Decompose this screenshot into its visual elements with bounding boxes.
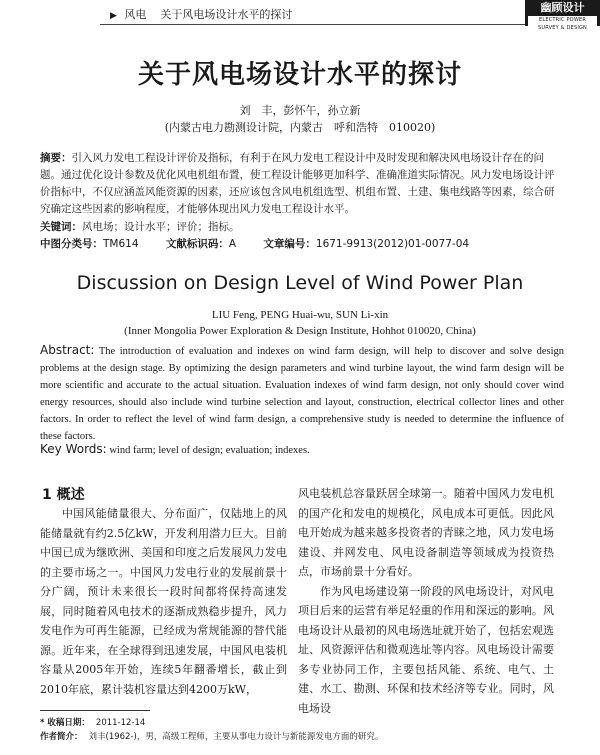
article-no-label: 文章编号： [263, 238, 316, 250]
section-heading: 1 概述 [42, 487, 85, 503]
doc-code-value: A [228, 238, 237, 250]
author-bio-label: 作者简介： [40, 732, 83, 742]
footnote-rule [40, 710, 150, 711]
body-column-left [40, 504, 287, 699]
keywords-text-en: wind farm; level of design; evaluation; indexes. [109, 445, 310, 456]
footnote-received [40, 716, 145, 728]
affiliation-en: (Inner Mongolia Power Exploration & Design Institute, Hohhot 010020, China) [124, 325, 476, 337]
classification-line [40, 236, 564, 251]
clc-label: 中图分类号： [40, 238, 103, 250]
abstract-cn [40, 150, 564, 218]
header-running-title: 关于风电场设计水平的探讨 [160, 8, 293, 21]
article-no-value: 1671-9913(2012)01-0077-04 [315, 238, 470, 250]
article-title-cn: 关于风电场设计水平的探讨 [137, 60, 462, 90]
article-title-en: Discussion on Design Level of Wind Power Plan [76, 272, 524, 294]
triangle-icon: ▶ [110, 11, 117, 21]
keywords-cn [40, 219, 564, 234]
received-date: 2011-12-14 [95, 718, 146, 728]
abstract-label-cn: 摘要： [40, 152, 72, 164]
authors-en: LIU Feng, PENG Huai-wu, SUN Li-xin [211, 309, 389, 321]
journal-name-en: ELECTRIC POWER SURVEY & DESIGN [528, 16, 597, 32]
keywords-label-cn: 关键词： [40, 221, 82, 233]
header-section: 风电 [124, 8, 147, 21]
body-paragraph: 风电装机总容量跃居全球第一。随着中国风力发电机的国产化和发电的规模化，风电成本可更低。因此风电开始成为越来越多投资者的青睐之地，风力发电场建设、并网发电、风电设备制造等领域成为投资热点，市场前景十分看好。 [298, 487, 554, 578]
doc-code-label: 文献标识码： [165, 238, 229, 250]
keywords-en [40, 442, 564, 456]
journal-logo [525, 0, 600, 31]
author-bio-text: 刘丰(1962-)，男，高级工程师，主要从事电力设计与新能源发电方面的研究。 [88, 732, 384, 742]
footnote-author [40, 730, 383, 742]
received-label: * 收稿日期： [40, 718, 90, 728]
body-column-right [298, 484, 554, 718]
abstract-label-en: Abstract: [40, 343, 95, 357]
journal-name-cn: 幽顾设计 [540, 1, 585, 14]
abstract-text-cn: 引入风力发电工程设计评价及指标，有利于在风力发电工程设计中及时发现和解决风电场设计存在的问题。通过优化设计参数及优化风电机组布置，使工程设计能够更加科学、准确准道实际情况。风力发电场设计评价指标中，不仅应涵盖风能资源的因素，还应该包含风电机组选型、机组布置、土建、集电线路等因素，综合研究确定这些因素的影响程度，才能够体现出风力发电工程设计水平。 [40, 152, 555, 215]
body-paragraph: 作为风电场建设第一阶段的风电场设计，对风电项目后来的运营有举足轻重的作用和深远的影响。风电场设计从最初的风电场选址就开始了，包括宏观选址、风资源评估和微观选址等内容。风电场设计需要多专业协同工作，主要包括风能、系统、电气、土建、水工、勘测、环保和技术经济等专业。同时，风电场设 [298, 584, 554, 715]
header-rule [100, 24, 525, 25]
abstract-text-en: The introduction of evaluation and indexes on wind farm design, will help to discover and solve design problems at the design stage. By optimizing the design parameters and wind turbine layout, the wind farm design will be more scientific and accurate to the actual situation. Evaluation indexes of wind farm design, not only should cover wind energy resources, should also include wind turbine selection and layout, construction, electrical collector lines and other factors. In order to reflect the level of wind farm design, a comprehensive study is needed to determine the influence of these factors. [40, 346, 564, 442]
abstract-en [40, 342, 564, 445]
body-paragraph: 中国风能储量很大、分布面广，仅陆地上的风能储量就有约2.5亿kW，开发利用潜力巨大。目前中国已成为继欧洲、美国和印度之后发展风力发电的主要市场之一。中国风力发电行业的发展前景十分广阔，预计未来很长一段时间都将保持高速发展，同时随着风电技术的逐渐成熟稳步提升，风力发电作为可再生能源，已经成为常规能源的替代能源。近年来，在全球得到迅速发展，中国风电装机容量从2005年开始，连续5年翻番增长，截止到2010年底，累计装机容量达到4200万kW， [40, 507, 287, 696]
affiliation-cn: (内蒙古电力勘测设计院，内蒙古 呼和浩特 010020) [164, 121, 436, 134]
keywords-label-en: Key Words: [40, 442, 107, 456]
running-header [110, 6, 292, 22]
clc-value: TM614 [103, 238, 139, 250]
authors-cn: 刘 丰，彭怀午，孙立新 [239, 104, 361, 117]
keywords-text-cn: 风电场；设计水平；评价；指标。 [82, 221, 240, 233]
